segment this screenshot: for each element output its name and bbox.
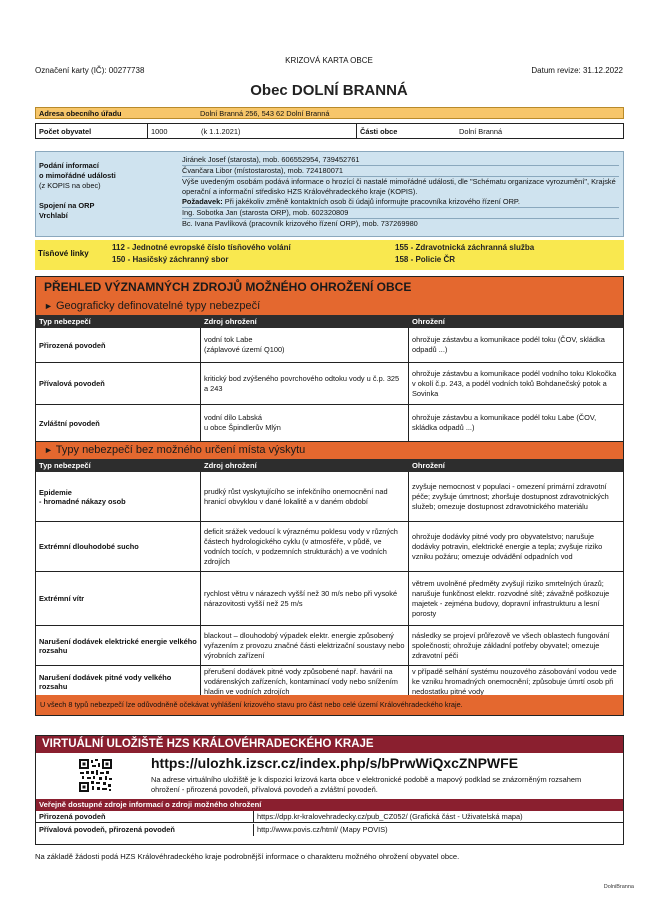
hazard-source: přerušení dodávek pitné vody způsobené např. havárií na vodárenských zařízeních, kontaminací vody nebo snížením hladin ve vodních zdrojích: [201, 666, 409, 697]
table-row: [36, 405, 623, 442]
source-label: Přirozená povodeň: [36, 811, 254, 822]
emergency-158: 158 - Policie ČR: [395, 255, 456, 264]
hazard-source: prudký růst vyskytujícího se infekčního onemocnění nad hranicí obvyklou v dané lokalitě a v daném období: [201, 472, 409, 521]
hazard-threat: zvyšuje nemocnost v populaci - omezení primární zdravotní péče; zvyšuje úmrtnost; zhoršuje dostupnost zdravotnických služeb; omezuje dostupnost zdravotnického materiálu: [412, 481, 609, 511]
requirement-text: Při jakékoliv změně kontaktních osob či údajů informujte pracovníka krizového řízení ORP.: [224, 197, 520, 206]
table-row: [36, 363, 623, 405]
triangle-right-icon: ►: [44, 445, 53, 455]
contact-note: Výše uvedeným osobám podává informace o hrozící či nastalé mimořádné události, dle "Schématu organizace vyrozumění", Krajské operační a informační středisko HZS Královéhradeckého kraje (KOPIS).: [182, 177, 616, 196]
requirement-label: Požadavek:: [182, 197, 223, 206]
table-row: [36, 666, 623, 697]
document-header: [35, 56, 623, 78]
hazard-source: vodní dílo Labská u obce Špindlerův Mlýn: [201, 405, 409, 441]
contact-label-3: (z KOPIS na obec): [39, 181, 101, 190]
hazard-threat: větrem uvolněné předměty zvyšují riziko smrtelných úrazů; narušuje funkčnost elektr. rozvodné sítě; závažně poškozuje majetek - zejména budovy, dopravní infrastrukturu a lesní porosty: [412, 578, 610, 618]
address-value: Dolní Branná 256, 543 62 Dolní Branná: [200, 109, 330, 118]
address-row: [35, 107, 624, 119]
virtual-description: Na adrese virtuálního uložiště je k dispozici krizová karta obce v elektronické podobě a mapový podklad se znázorněným rozsahem ohrožení - přirozená povodeň, přívalová povodeň a zvláštní povodeň.: [151, 775, 582, 794]
col-type: Typ nebezpečí: [39, 317, 91, 326]
population-label: Počet obyvatel: [36, 124, 148, 138]
table-row: [36, 522, 623, 572]
hazard-threat: v případě selhání systému nouzového zásobování vodou vede ke vzniku hromadných onemocnění; způsobuje úmrtí osob při nedostatku pitné vody: [412, 666, 617, 696]
parts-value: Dolní Branná: [459, 127, 503, 136]
hazard-type: Zvláštní povodeň: [36, 405, 201, 441]
emergency-155: 155 - Zdravotnická záchranná služba: [395, 243, 535, 252]
doc-type: KRIZOVÁ KARTA OBCE: [285, 56, 373, 65]
section-nonlocal: [36, 442, 623, 459]
triangle-right-icon: ►: [44, 301, 53, 311]
source-link[interactable]: https://dpp.kr-kralovehradecky.cz/pub_CZ052/ (Grafická část - Uživatelská mapa): [257, 812, 523, 821]
contact-values: [156, 152, 623, 236]
table-header: [36, 459, 623, 472]
revision-date: Datum revize: 31.12.2022: [531, 66, 623, 75]
col-type: Typ nebezpečí: [39, 461, 91, 470]
population-row: [35, 123, 624, 139]
hazard-threat: ohrožuje zástavbu a komunikace podél toku Labe (ČOV, skládka odpadů ...): [412, 413, 597, 432]
contact-label-1: Podání informací: [39, 161, 99, 170]
hazard-source: kritický bod zvýšeného povrchového odtoku vody u č.p. 325 a 243: [201, 363, 409, 404]
contact-block: [35, 151, 624, 237]
vrchlabi-label: Vrchlabí: [39, 211, 68, 220]
overview-title: PŘEHLED VÝZNAMNÝCH ZDROJŮ MOŽNÉHO OHROŽENÍ OBCE: [36, 277, 623, 298]
hazard-threat: následky se projeví průřezově ve všech oblastech fungování společnosti; ohrožuje základní potřeby obyvatel; omezuje zdravotní péči: [412, 630, 610, 660]
page-title: Obec DOLNÍ BRANNÁ: [250, 82, 408, 99]
hazard-overview: [35, 276, 624, 716]
hazard-type: Narušení dodávek pitné vody velkého rozsahu: [36, 666, 201, 697]
table-row: [36, 328, 623, 363]
population-count: 1000: [151, 127, 168, 136]
sources-title: Veřejně dostupné zdroje informací o zdroji možného ohrožení: [36, 799, 623, 811]
table-row: [36, 626, 623, 666]
col-source: Zdroj ohrožení: [204, 317, 257, 326]
hazard-threat: ohrožuje dodávky pitné vody pro obyvatelstvo; narušuje dodávky potravin, elektrické energie a tepla; zvyšuje riziko vzniku požáru; omezuje odvádění odpadních vod: [412, 531, 603, 561]
table-header: [36, 315, 623, 328]
col-threat: Ohrožení: [412, 461, 445, 470]
col-threat: Ohrožení: [412, 317, 445, 326]
source-row: [36, 824, 623, 836]
contact-person-1: Jiránek Josef (starosta), mob. 606552954, 739452761: [182, 155, 619, 166]
source-label: Přívalová povodeň, přirozená povodeň: [36, 824, 254, 836]
hazard-threat: ohrožuje zástavbu a komunikace podél toku (ČOV, skládka odpadů ...): [412, 335, 605, 354]
qr-code-icon[interactable]: [78, 758, 113, 793]
address-label: Adresa obecního úřadu: [39, 109, 122, 118]
table-row: [36, 472, 623, 522]
section-geographic-label: Geograficky definovatelné typy nebezpečí: [55, 300, 261, 312]
card-id: Označení karty (IČ): 00277738: [35, 66, 145, 75]
emergency-150: 150 - Hasičský záchranný sbor: [112, 255, 229, 264]
virtual-title: VIRTUÁLNÍ ULOŽIŠTĚ HZS KRÁLOVÉHRADECKÉHO KRAJE: [36, 736, 623, 753]
vrchlabi-value: Bc. Ivana Pavlíková (pracovník krizového řízení ORP), mob. 737269980: [182, 219, 418, 228]
contact-labels: [36, 152, 156, 236]
orp-value: Ing. Sobotka Jan (starosta ORP), mob. 602320809: [182, 208, 619, 219]
section-geographic: [36, 298, 623, 315]
section-nonlocal-label: Typy nebezpečí bez možného určení místa výskytu: [55, 444, 306, 456]
contact-label-2: o mimořádné události: [39, 171, 116, 180]
orp-label: Spojení na ORP: [39, 201, 95, 210]
page-code: DolniBranna: [603, 884, 634, 890]
source-link[interactable]: http://www.povis.cz/html/ (Mapy POVIS): [257, 825, 388, 834]
hazard-type: Přirozená povodeň: [36, 328, 201, 362]
hazard-threat: ohrožuje zástavbu a komunikace podél vodního toku Klokočka v okolí č.p. 243, a podél vodních toků Bohdanečský potok a Sovinka: [412, 368, 617, 398]
col-source: Zdroj ohrožení: [204, 461, 257, 470]
hazard-type: Epidemie - hromadné nákazy osob: [36, 472, 201, 521]
emergency-label: Tísňové linky: [38, 249, 89, 258]
hazard-type: Přívalová povodeň: [36, 363, 201, 404]
emergency-lines: [35, 240, 624, 270]
hazard-source: vodní tok Labe (záplavové území Q100): [201, 328, 409, 362]
emergency-112: 112 - Jednotné evropské číslo tísňového volání: [112, 243, 291, 252]
parts-label: Části obce: [356, 124, 456, 138]
hazard-source: deficit srážek vedoucí k výraznému poklesu vody v různých částech hydrologického cyklu (v atmosféře, v půdě, ve vodních tocích, v podzemních strukturách) a ve vodních zdrojích: [201, 522, 409, 571]
hazard-type: Extrémní vítr: [36, 572, 201, 625]
hazard-type: Narušení dodávek elektrické energie velkého rozsahu: [36, 626, 201, 665]
virtual-storage: [35, 735, 624, 845]
virtual-url-link[interactable]: https://ulozhk.izscr.cz/index.php/s/bPrwWiQxcZNPWFE: [151, 755, 519, 771]
overview-footer: U všech 8 typů nebezpečí lze odůvodněně očekávat vyhlášení krizového stavu pro část nebo celé území Královéhradeckého kraje.: [36, 695, 623, 715]
hazard-type: Extrémní dlouhodobé sucho: [36, 522, 201, 571]
contact-requirement: [182, 197, 619, 208]
table-row: [36, 572, 623, 626]
footnote: Na základě žádosti podá HZS Královéhradeckého kraje podrobnější informace o charakteru možného ohrožení obyvatel obce.: [35, 852, 460, 861]
population-date: (k 1.1.2021): [201, 127, 241, 136]
hazard-source: rychlost větru v nárazech vyšší než 30 m/s nebo při vysoké nárazovitosti vyšší než 25 m/s: [201, 572, 409, 625]
source-row: [36, 811, 623, 823]
hazard-source: blackout – dlouhodobý výpadek elektr. energie způsobený vyřazením z provozu značné části elektrizační soustavy nebo výrobních zařízení: [201, 626, 409, 665]
contact-person-2: Čvančara Libor (místostarosta), mob. 724180071: [182, 166, 619, 177]
